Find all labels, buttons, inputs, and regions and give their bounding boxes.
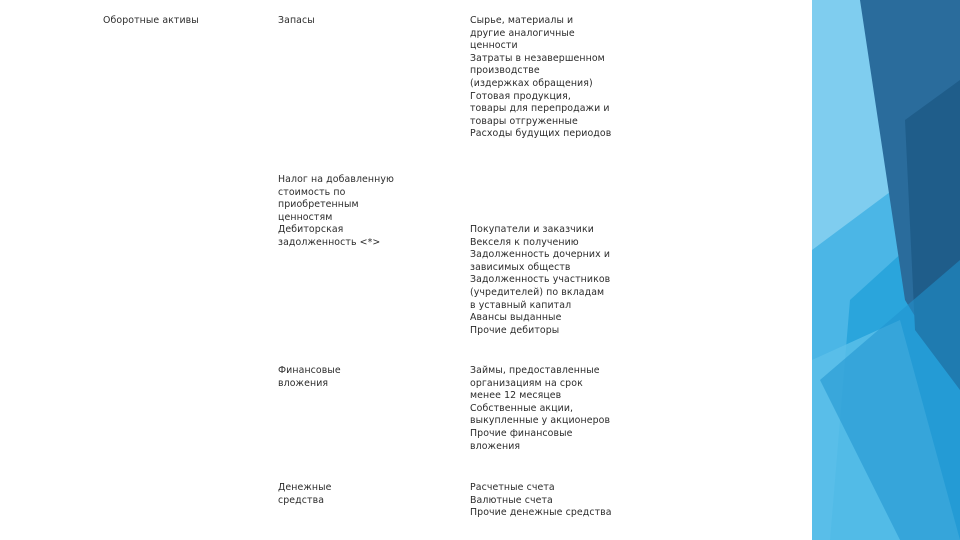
row-details-financial-investments: Займы, предоставленные организациям на срок менее 12 месяцев Собственные акции, выкупленные у акционеров Прочие финансовые вложения	[470, 365, 611, 452]
row-details-cash: Расчетные счета Валютные счета Прочие денежные средства	[470, 482, 612, 519]
row-details-inventories: Сырье, материалы и другие аналогичные ценности Затраты в незавершенном производстве (издержках обращения) Готовая продукция, товары для перепродажи и товары отгруженные Расходы будущих периодов	[470, 15, 612, 140]
row-item-inventories: Запасы	[278, 15, 315, 26]
row-item-vat-receivables: Налог на добавленную стоимость по приобретенным ценностям Дебиторская задолженность <*>	[278, 174, 395, 248]
row-item-cash: Денежные средства	[278, 482, 332, 506]
row-details-receivables: Покупатели и заказчики Векселя к получению Задолженность дочерних и зависимых обществ Задолженность участников (учредителей) по вкладам в уставный капитал Авансы выданные Прочие дебиторы	[470, 224, 611, 336]
category-label: Оборотные активы	[103, 15, 199, 26]
row-item-financial-investments: Финансовые вложения	[278, 365, 341, 389]
